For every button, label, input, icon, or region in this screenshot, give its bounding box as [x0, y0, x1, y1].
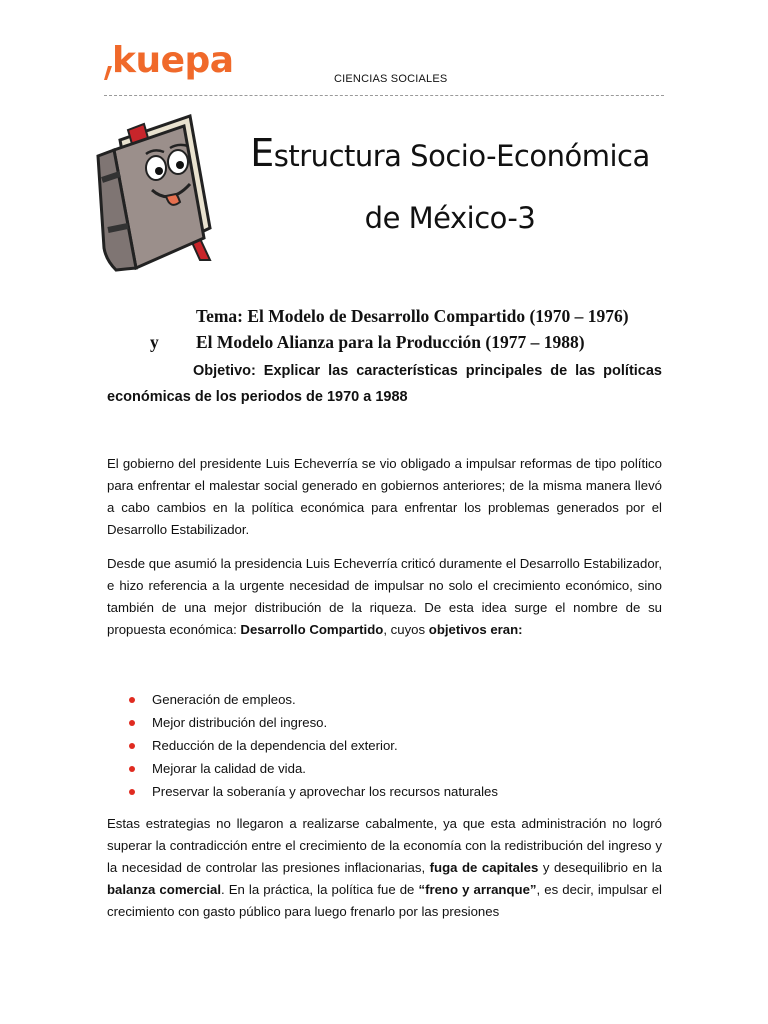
header-divider [104, 95, 664, 96]
bullet-icon [129, 743, 135, 749]
paragraph-1: El gobierno del presidente Luis Echeverría se vio obligado a impulsar reformas de tipo político para enfrentar el malestar social generado en gobiernos anteriores; de la misma manera llevó a cabo cambios en la política económica para enfrentar los problemas generados por el Desarrollo Estabilizador. [107, 456, 662, 537]
kuepa-logo [104, 40, 244, 88]
paragraph-2 [107, 553, 662, 641]
paragraph-3 [107, 813, 662, 923]
topic-line-2: El Modelo Alianza para la Producción (1977 – 1988) [196, 332, 585, 352]
paragraph-3-text-1: Estas estrategias no llegaron a realizarse cabalmente, ya que esta administración no logró superar la contradicción entre el crecimiento de la economía con la redistribución del ingreso y la necesidad de controlar las presiones inflacionarias, [107, 816, 662, 875]
title-line-1 [240, 122, 660, 187]
paragraph-2-mid: , cuyos [383, 622, 429, 637]
list-item [107, 734, 498, 757]
paragraph-3-text-4: , es decir, impulsar el crecimiento con gasto público para luego frenarlo por las presiones [107, 882, 662, 919]
logo-comma-mark [104, 66, 112, 80]
paragraph-3-text-2: y desequilibrio en la [538, 860, 662, 875]
paragraph-3-bold-1: fuga de capitales [429, 860, 539, 875]
list-item [107, 780, 498, 803]
bullet-icon [129, 766, 135, 772]
list-item [107, 711, 498, 734]
cartoon-book-illustration [92, 110, 222, 275]
objectives-list [107, 688, 498, 803]
bullet-icon [129, 720, 135, 726]
bullet-icon [129, 789, 135, 795]
topic-connector: y [150, 332, 159, 352]
list-item-text: Reducción de la dependencia del exterior. [152, 738, 398, 753]
list-item-text: Generación de empleos. [152, 692, 296, 707]
list-item [107, 757, 498, 780]
document-title [240, 122, 660, 249]
paragraph-3-bold-3: “freno y arranque” [418, 882, 537, 897]
logo-text: kuepa [112, 40, 234, 81]
paragraph-2-bold-objectives: objetivos eran: [428, 622, 523, 637]
title-initial: E [250, 131, 274, 175]
paragraph-3-text-3: . En la práctica, la política fue de [221, 882, 419, 897]
objective-statement: Objetivo: Explicar las características principales de las políticas económicas de los periodos de 1970 a 1988 [107, 363, 662, 405]
list-item-text: Preservar la soberanía y aprovechar los recursos naturales [152, 784, 498, 799]
topic-line-1: Tema: El Modelo de Desarrollo Compartido (1970 – 1976) [196, 306, 629, 326]
paragraph-2-text: Desde que asumió la presidencia Luis Echeverría criticó duramente el Desarrollo Estabilizador, e hizo referencia a la urgente necesidad de impulsar no solo el crecimiento económico, sino también de una mejor distribución de la riqueza. De esta idea surge el nombre de su propuesta económica: [107, 556, 662, 637]
list-item-text: Mejor distribución del ingreso. [152, 715, 328, 730]
subject-header: CIENCIAS SOCIALES [334, 73, 448, 85]
title-line-2: de México-3 [364, 201, 536, 235]
list-item-text: Mejorar la calidad de vida. [152, 761, 306, 776]
bullet-icon [129, 697, 135, 703]
title-line-1-rest: structura Socio-Económica [273, 139, 650, 173]
paragraph-2-bold-term: Desarrollo Compartido [240, 622, 384, 637]
paragraph-3-bold-2: balanza comercial [107, 882, 222, 897]
list-item [107, 688, 498, 711]
